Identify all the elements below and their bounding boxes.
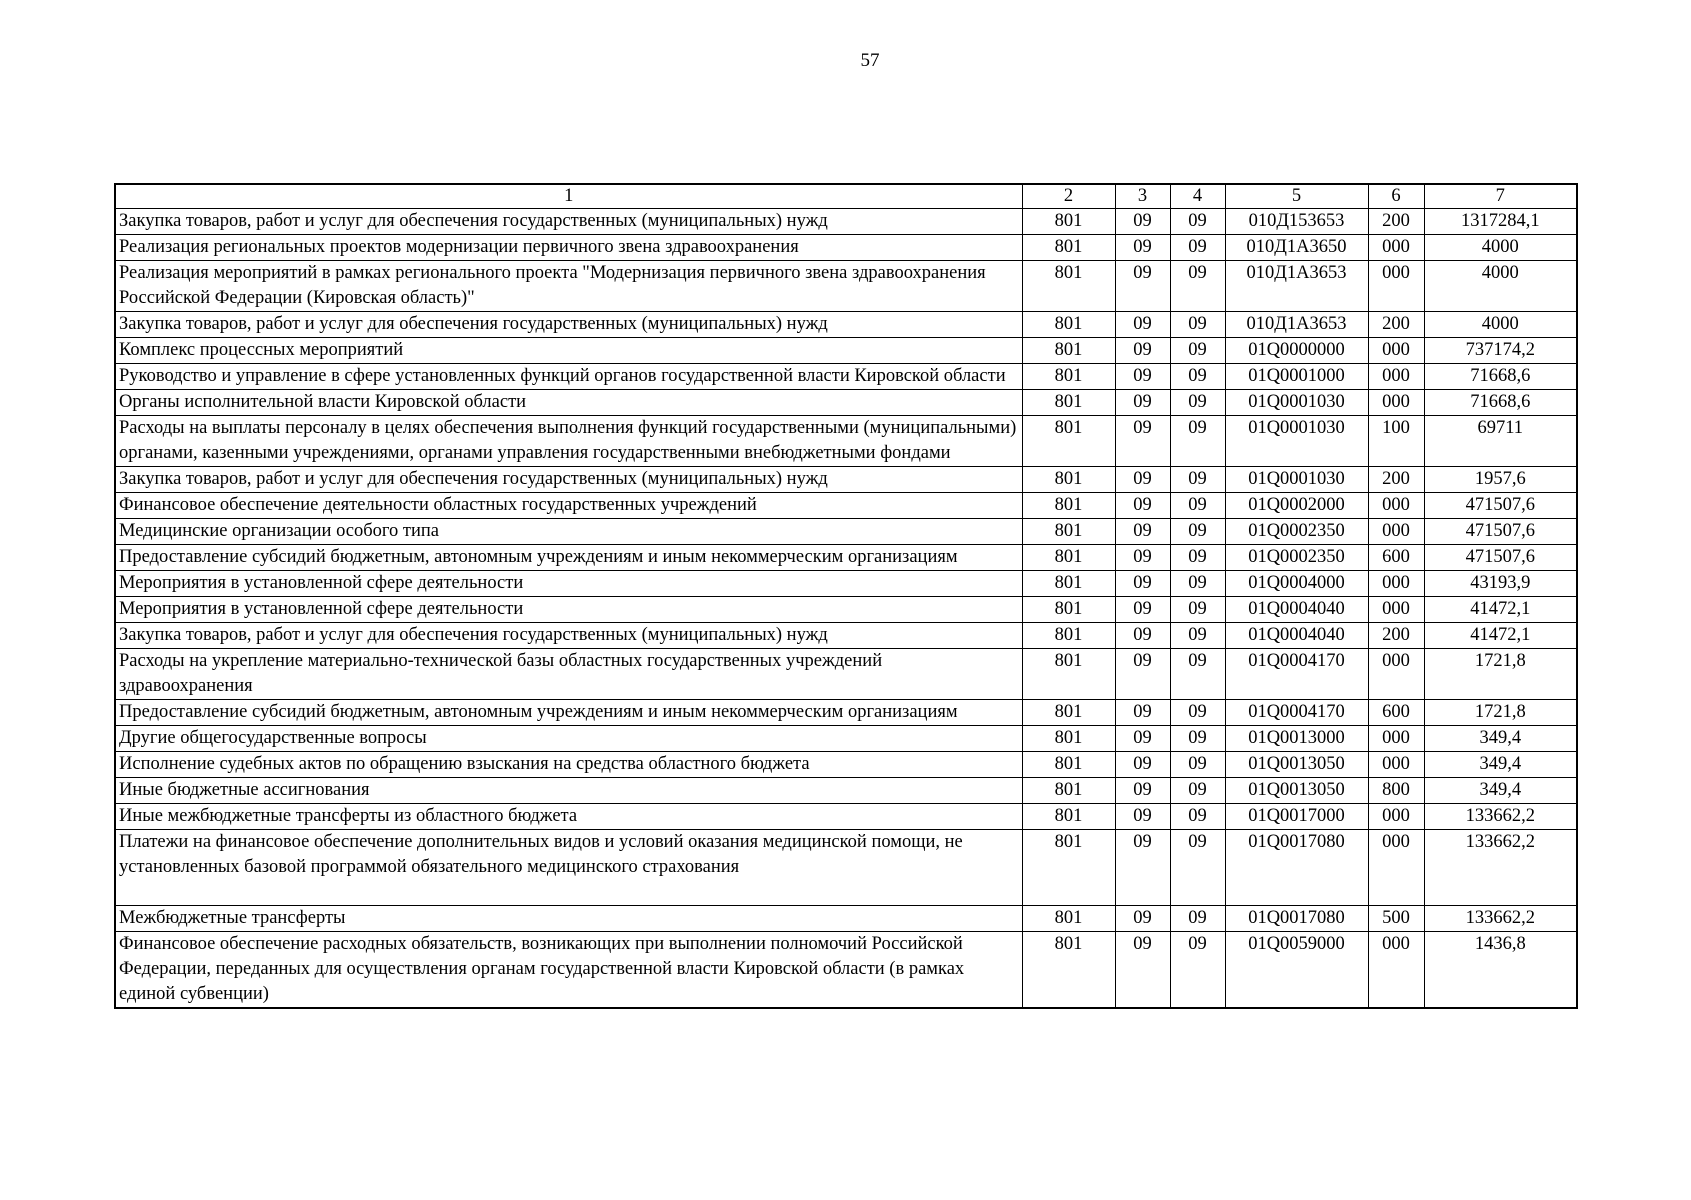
header-col-2: 2 (1022, 184, 1115, 209)
table-row (115, 312, 1577, 338)
section-code-cell: 09 (1115, 804, 1170, 830)
target-article-code-cell: 01Q0004040 (1225, 623, 1368, 649)
item-name-cell: Предоставление субсидий бюджетным, автономным учреждениям и иным некоммерческим организациям (115, 545, 1022, 571)
ministry-code-cell: 801 (1022, 700, 1115, 726)
ministry-code-cell: 801 (1022, 312, 1115, 338)
expense-type-code-cell: 000 (1368, 597, 1424, 623)
amount-cell: 41472,1 (1424, 623, 1577, 649)
ministry-code-cell: 801 (1022, 364, 1115, 390)
expense-type-code-cell: 200 (1368, 623, 1424, 649)
section-code-cell: 09 (1115, 932, 1170, 1009)
expense-type-code-cell: 000 (1368, 932, 1424, 1009)
section-code-cell: 09 (1115, 726, 1170, 752)
section-code-cell: 09 (1115, 390, 1170, 416)
amount-cell: 471507,6 (1424, 493, 1577, 519)
subsection-code-cell: 09 (1170, 209, 1225, 235)
item-name-cell: Исполнение судебных актов по обращению взыскания на средства областного бюджета (115, 752, 1022, 778)
expense-type-code-cell: 000 (1368, 571, 1424, 597)
ministry-code-cell: 801 (1022, 726, 1115, 752)
target-article-code-cell: 01Q0059000 (1225, 932, 1368, 1009)
subsection-code-cell: 09 (1170, 467, 1225, 493)
item-name-cell: Реализация мероприятий в рамках регионального проекта "Модернизация первичного звена здравоохранения Российской Федерации (Кировская область)" (115, 261, 1022, 312)
subsection-code-cell: 09 (1170, 416, 1225, 467)
amount-cell: 133662,2 (1424, 906, 1577, 932)
section-code-cell: 09 (1115, 467, 1170, 493)
section-code-cell: 09 (1115, 519, 1170, 545)
ministry-code-cell: 801 (1022, 235, 1115, 261)
target-article-code-cell: 010Д1А3653 (1225, 312, 1368, 338)
item-name-cell: Медицинские организации особого типа (115, 519, 1022, 545)
table-row (115, 338, 1577, 364)
table-row (115, 364, 1577, 390)
subsection-code-cell: 09 (1170, 390, 1225, 416)
expense-type-code-cell: 000 (1368, 752, 1424, 778)
amount-cell: 1721,8 (1424, 700, 1577, 726)
item-name-cell: Руководство и управление в сфере установленных функций органов государственной власти Кировской области (115, 364, 1022, 390)
expense-type-code-cell: 600 (1368, 700, 1424, 726)
header-col-3: 3 (1115, 184, 1170, 209)
target-article-code-cell: 01Q0004170 (1225, 700, 1368, 726)
expense-type-code-cell: 000 (1368, 235, 1424, 261)
subsection-code-cell: 09 (1170, 623, 1225, 649)
amount-cell: 349,4 (1424, 726, 1577, 752)
expense-type-code-cell: 000 (1368, 493, 1424, 519)
target-article-code-cell: 01Q0013050 (1225, 778, 1368, 804)
section-code-cell: 09 (1115, 545, 1170, 571)
expense-type-code-cell: 000 (1368, 390, 1424, 416)
expense-type-code-cell: 000 (1368, 519, 1424, 545)
subsection-code-cell: 09 (1170, 752, 1225, 778)
header-col-6: 6 (1368, 184, 1424, 209)
amount-cell: 133662,2 (1424, 830, 1577, 906)
table-row (115, 261, 1577, 312)
page-number: 57 (860, 50, 880, 71)
target-article-code-cell: 01Q0004000 (1225, 571, 1368, 597)
target-article-code-cell: 01Q0000000 (1225, 338, 1368, 364)
amount-cell: 4000 (1424, 235, 1577, 261)
target-article-code-cell: 01Q0001030 (1225, 390, 1368, 416)
ministry-code-cell: 801 (1022, 209, 1115, 235)
table-body (115, 209, 1577, 1009)
expense-type-code-cell: 600 (1368, 545, 1424, 571)
expense-type-code-cell: 200 (1368, 467, 1424, 493)
expense-type-code-cell: 000 (1368, 338, 1424, 364)
section-code-cell: 09 (1115, 261, 1170, 312)
item-name-cell: Иные межбюджетные трансферты из областного бюджета (115, 804, 1022, 830)
table-row (115, 416, 1577, 467)
expense-type-code-cell: 200 (1368, 312, 1424, 338)
subsection-code-cell: 09 (1170, 571, 1225, 597)
section-code-cell: 09 (1115, 752, 1170, 778)
table-row (115, 726, 1577, 752)
target-article-code-cell: 01Q0002350 (1225, 545, 1368, 571)
header-col-1: 1 (115, 184, 1022, 209)
subsection-code-cell: 09 (1170, 364, 1225, 390)
item-name-cell: Реализация региональных проектов модернизации первичного звена здравоохранения (115, 235, 1022, 261)
amount-cell: 1721,8 (1424, 649, 1577, 700)
ministry-code-cell: 801 (1022, 519, 1115, 545)
subsection-code-cell: 09 (1170, 261, 1225, 312)
expense-type-code-cell: 000 (1368, 726, 1424, 752)
table-row (115, 778, 1577, 804)
expense-type-code-cell: 000 (1368, 649, 1424, 700)
expense-type-code-cell: 200 (1368, 209, 1424, 235)
table-row (115, 493, 1577, 519)
table-row (115, 545, 1577, 571)
table-row (115, 649, 1577, 700)
section-code-cell: 09 (1115, 312, 1170, 338)
amount-cell: 1436,8 (1424, 932, 1577, 1009)
ministry-code-cell: 801 (1022, 778, 1115, 804)
subsection-code-cell: 09 (1170, 545, 1225, 571)
target-article-code-cell: 010Д1А3650 (1225, 235, 1368, 261)
ministry-code-cell: 801 (1022, 906, 1115, 932)
ministry-code-cell: 801 (1022, 467, 1115, 493)
item-name-cell: Иные бюджетные ассигнования (115, 778, 1022, 804)
target-article-code-cell: 01Q0013000 (1225, 726, 1368, 752)
expense-type-code-cell: 800 (1368, 778, 1424, 804)
amount-cell: 71668,6 (1424, 364, 1577, 390)
table-row (115, 623, 1577, 649)
amount-cell: 737174,2 (1424, 338, 1577, 364)
amount-cell: 4000 (1424, 312, 1577, 338)
item-name-cell: Комплекс процессных мероприятий (115, 338, 1022, 364)
section-code-cell: 09 (1115, 597, 1170, 623)
target-article-code-cell: 01Q0001030 (1225, 416, 1368, 467)
section-code-cell: 09 (1115, 571, 1170, 597)
amount-cell: 1317284,1 (1424, 209, 1577, 235)
ministry-code-cell: 801 (1022, 390, 1115, 416)
header-row (115, 184, 1577, 209)
subsection-code-cell: 09 (1170, 519, 1225, 545)
subsection-code-cell: 09 (1170, 804, 1225, 830)
subsection-code-cell: 09 (1170, 235, 1225, 261)
table-row (115, 519, 1577, 545)
amount-cell: 471507,6 (1424, 519, 1577, 545)
target-article-code-cell: 01Q0004040 (1225, 597, 1368, 623)
header-col-4: 4 (1170, 184, 1225, 209)
subsection-code-cell: 09 (1170, 906, 1225, 932)
section-code-cell: 09 (1115, 235, 1170, 261)
ministry-code-cell: 801 (1022, 623, 1115, 649)
section-code-cell: 09 (1115, 778, 1170, 804)
target-article-code-cell: 01Q0002350 (1225, 519, 1368, 545)
amount-cell: 133662,2 (1424, 804, 1577, 830)
section-code-cell: 09 (1115, 493, 1170, 519)
subsection-code-cell: 09 (1170, 778, 1225, 804)
ministry-code-cell: 801 (1022, 932, 1115, 1009)
item-name-cell: Расходы на укрепление материально-технической базы областных государственных учреждений здравоохранения (115, 649, 1022, 700)
ministry-code-cell: 801 (1022, 545, 1115, 571)
subsection-code-cell: 09 (1170, 700, 1225, 726)
expense-type-code-cell: 000 (1368, 804, 1424, 830)
table-row (115, 906, 1577, 932)
table-row (115, 830, 1577, 906)
target-article-code-cell: 01Q0001030 (1225, 467, 1368, 493)
item-name-cell: Предоставление субсидий бюджетным, автономным учреждениям и иным некоммерческим организациям (115, 700, 1022, 726)
subsection-code-cell: 09 (1170, 312, 1225, 338)
expense-type-code-cell: 500 (1368, 906, 1424, 932)
item-name-cell: Межбюджетные трансферты (115, 906, 1022, 932)
target-article-code-cell: 010Д1А3653 (1225, 261, 1368, 312)
table-row (115, 209, 1577, 235)
item-name-cell: Платежи на финансовое обеспечение дополнительных видов и условий оказания медицинской помощи, не установленных базовой программой обязательного медицинского страхования (115, 830, 1022, 906)
header-col-7: 7 (1424, 184, 1577, 209)
item-name-cell: Закупка товаров, работ и услуг для обеспечения государственных (муниципальных) нужд (115, 623, 1022, 649)
section-code-cell: 09 (1115, 416, 1170, 467)
ministry-code-cell: 801 (1022, 649, 1115, 700)
target-article-code-cell: 01Q0017080 (1225, 830, 1368, 906)
section-code-cell: 09 (1115, 364, 1170, 390)
ministry-code-cell: 801 (1022, 338, 1115, 364)
amount-cell: 41472,1 (1424, 597, 1577, 623)
ministry-code-cell: 801 (1022, 752, 1115, 778)
amount-cell: 4000 (1424, 261, 1577, 312)
ministry-code-cell: 801 (1022, 416, 1115, 467)
budget-table (114, 183, 1578, 1009)
item-name-cell: Закупка товаров, работ и услуг для обеспечения государственных (муниципальных) нужд (115, 467, 1022, 493)
ministry-code-cell: 801 (1022, 571, 1115, 597)
table-row (115, 700, 1577, 726)
expense-type-code-cell: 000 (1368, 364, 1424, 390)
target-article-code-cell: 01Q0002000 (1225, 493, 1368, 519)
amount-cell: 349,4 (1424, 778, 1577, 804)
table-row (115, 752, 1577, 778)
amount-cell: 471507,6 (1424, 545, 1577, 571)
ministry-code-cell: 801 (1022, 830, 1115, 906)
table-row (115, 467, 1577, 493)
table-row (115, 932, 1577, 1009)
subsection-code-cell: 09 (1170, 932, 1225, 1009)
amount-cell: 349,4 (1424, 752, 1577, 778)
subsection-code-cell: 09 (1170, 830, 1225, 906)
item-name-cell: Мероприятия в установленной сфере деятельности (115, 571, 1022, 597)
header-col-5: 5 (1225, 184, 1368, 209)
target-article-code-cell: 01Q0001000 (1225, 364, 1368, 390)
item-name-cell: Другие общегосударственные вопросы (115, 726, 1022, 752)
expense-type-code-cell: 000 (1368, 261, 1424, 312)
target-article-code-cell: 01Q0004170 (1225, 649, 1368, 700)
item-name-cell: Финансовое обеспечение расходных обязательств, возникающих при выполнении полномочий Российской Федерации, переданных для осуществления органам государственной власти Кировской области (в рамках единой субвенции) (115, 932, 1022, 1009)
subsection-code-cell: 09 (1170, 597, 1225, 623)
target-article-code-cell: 010Д153653 (1225, 209, 1368, 235)
expense-type-code-cell: 100 (1368, 416, 1424, 467)
section-code-cell: 09 (1115, 700, 1170, 726)
section-code-cell: 09 (1115, 906, 1170, 932)
item-name-cell: Мероприятия в установленной сфере деятельности (115, 597, 1022, 623)
expense-type-code-cell: 000 (1368, 830, 1424, 906)
amount-cell: 43193,9 (1424, 571, 1577, 597)
section-code-cell: 09 (1115, 338, 1170, 364)
table-row (115, 390, 1577, 416)
target-article-code-cell: 01Q0013050 (1225, 752, 1368, 778)
target-article-code-cell: 01Q0017000 (1225, 804, 1368, 830)
ministry-code-cell: 801 (1022, 597, 1115, 623)
item-name-cell: Органы исполнительной власти Кировской области (115, 390, 1022, 416)
amount-cell: 69711 (1424, 416, 1577, 467)
subsection-code-cell: 09 (1170, 338, 1225, 364)
ministry-code-cell: 801 (1022, 804, 1115, 830)
item-name-cell: Финансовое обеспечение деятельности областных государственных учреждений (115, 493, 1022, 519)
table-row (115, 804, 1577, 830)
ministry-code-cell: 801 (1022, 261, 1115, 312)
ministry-code-cell: 801 (1022, 493, 1115, 519)
subsection-code-cell: 09 (1170, 726, 1225, 752)
table-row (115, 597, 1577, 623)
section-code-cell: 09 (1115, 649, 1170, 700)
item-name-cell: Закупка товаров, работ и услуг для обеспечения государственных (муниципальных) нужд (115, 209, 1022, 235)
item-name-cell: Расходы на выплаты персоналу в целях обеспечения выполнения функций государственными (муниципальными) органами, казенными учреждениями, органами управления государственными внебюджетными фондами (115, 416, 1022, 467)
target-article-code-cell: 01Q0017080 (1225, 906, 1368, 932)
amount-cell: 71668,6 (1424, 390, 1577, 416)
section-code-cell: 09 (1115, 209, 1170, 235)
table-row (115, 235, 1577, 261)
table-row (115, 571, 1577, 597)
subsection-code-cell: 09 (1170, 649, 1225, 700)
item-name-cell: Закупка товаров, работ и услуг для обеспечения государственных (муниципальных) нужд (115, 312, 1022, 338)
subsection-code-cell: 09 (1170, 493, 1225, 519)
section-code-cell: 09 (1115, 830, 1170, 906)
section-code-cell: 09 (1115, 623, 1170, 649)
amount-cell: 1957,6 (1424, 467, 1577, 493)
